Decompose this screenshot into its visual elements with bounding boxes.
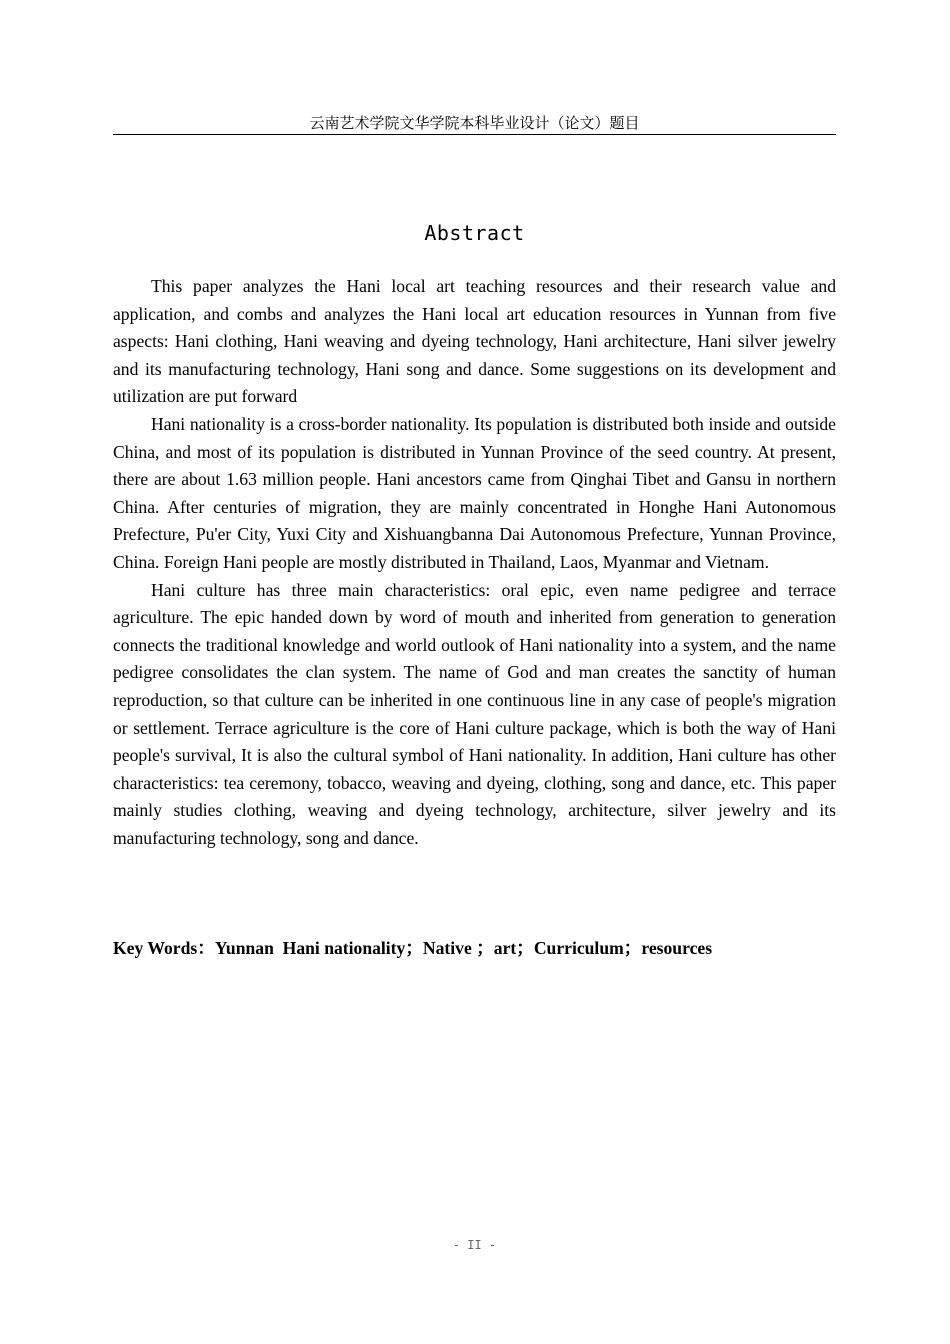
page-header	[113, 114, 836, 135]
abstract-paragraph-1: This paper analyzes the Hani local art teaching resources and their research value and application, and combs and analyzes the Hani local art education resources in Yunnan from five aspects: Hani clothing, Hani weaving and dyeing technology, Hani architecture, Hani silver jewelry and its manufacturing technology, Hani song and dance. Some suggestions on its development and utilization are put forward	[113, 276, 836, 407]
keywords-line: Key Words：Yunnan Hani nationality；Native ；art；Curriculum；resources	[113, 938, 713, 958]
abstract-paragraph-3: Hani culture has three main characteristics: oral epic, even name pedigree and terrace agriculture. The epic handed down by word of mouth and inherited from generation to generation connects the traditional knowledge and world outlook of Hani nationality into a system, and the name pedigree consolidates the clan system. The name of God and man creates the sanctity of human reproduction, so that culture can be inherited in one continuous line in any case of people's migration or settlement. Terrace agriculture is the core of Hani culture package, which is both the way of Hani people's survival, It is also the cultural symbol of Hani nationality. In addition, Hani culture has other characteristics: tea ceremony, tobacco, weaving and dyeing, clothing, song and dance, etc. This paper mainly studies clothing, weaving and dyeing technology, architecture, silver jewelry and its manufacturing technology, song and dance.	[113, 579, 836, 848]
page-number: - II -	[452, 1238, 497, 1252]
abstract-body	[113, 273, 836, 852]
abstract-paragraph-2: Hani nationality is a cross-border nationality. Its population is distributed both inside and outside China, and most of its population is distributed in Yunnan Province of the seed country. At present, there are about 1.63 million people. Hani ancestors came from Qinghai Tibet and Gansu in northern China. After centuries of migration, they are mainly concentrated in Honghe Hani Autonomous Prefecture, Pu'er City, Yuxi City and Xishuangbanna Dai Autonomous Prefecture, Yunnan Province, China. Foreign Hani people are mostly distributed in Thailand, Laos, Myanmar and Vietnam.	[113, 413, 836, 572]
abstract-title: Abstract	[424, 221, 525, 245]
header-title: 云南艺术学院文华学院本科毕业设计（论文）题目	[309, 116, 640, 132]
